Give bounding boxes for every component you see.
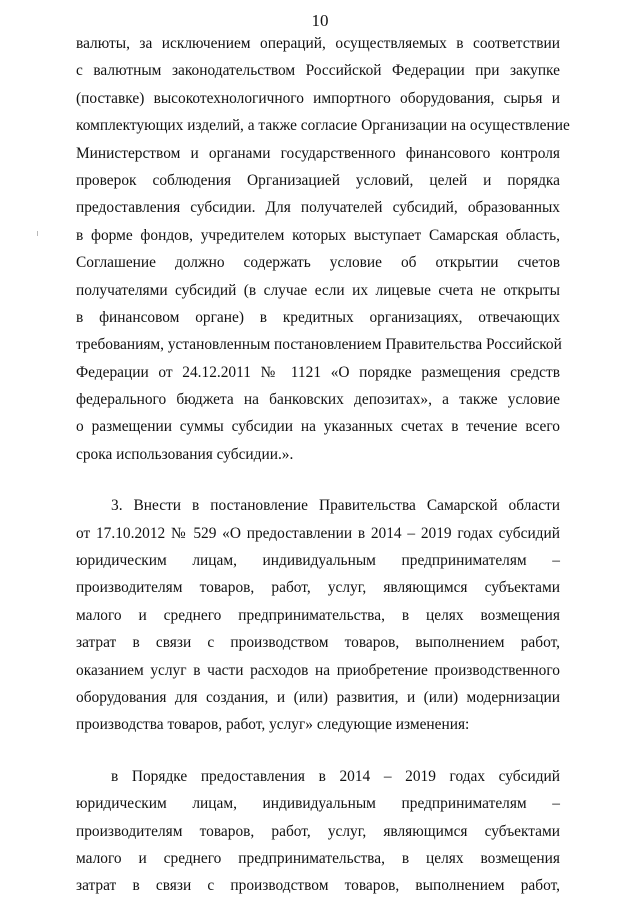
- paragraph-1-line: Министерством и органами государственного финансового контроля: [76, 144, 560, 162]
- paragraph-spacing: [76, 468, 560, 492]
- paragraph-3-line: затрат в связи с производством товаров, выполнением работ,: [76, 877, 560, 895]
- paragraph-2-line: производства товаров, работ, услуг» следующие изменения:: [76, 716, 470, 734]
- paragraph-1-line: проверок соблюдения Организацией условий, целей и порядка: [76, 171, 560, 189]
- paragraph-2-line: малого и среднего предпринимательства, в целях возмещения: [76, 606, 560, 624]
- paragraph-1-line: федерального бюджета на банковских депозитах», а также условие: [76, 391, 560, 409]
- paragraph-1-line: Соглашение должно содержать условие об открытии счетов: [76, 254, 560, 272]
- paragraph-3-line: производителям товаров, работ, услуг, являющимся субъектами: [76, 822, 560, 840]
- paragraph-2-line: от 17.10.2012 № 529 «О предоставлении в 2014 – 2019 годах субсидий: [76, 524, 560, 542]
- paragraph-3-line: в Порядке предоставления в 2014 – 2019 годах субсидий: [111, 767, 560, 785]
- paragraph-2-line: затрат в связи с производством товаров, выполнением работ,: [76, 634, 560, 652]
- paragraph-1-line: в форме фондов, учредителем которых выступает Самарская область,: [76, 226, 560, 244]
- paragraph-1-line: получателями субсидий (в случае если их лицевые счета не открыты: [76, 281, 560, 299]
- paragraph-1: [76, 30, 570, 468]
- document-body: [76, 30, 570, 900]
- paragraph-3: [76, 763, 560, 900]
- margin-mark: [37, 231, 38, 236]
- paragraph-1-line: о размещении суммы субсидии на указанных счетах в течение всего: [76, 418, 560, 436]
- paragraph-1-line: с валютным законодательством Российской Федерации при закупке: [76, 62, 560, 80]
- page-number: 10: [311, 11, 329, 30]
- paragraph-1-line: срока использования субсидии.».: [76, 445, 294, 463]
- paragraph-spacing: [76, 739, 560, 763]
- paragraph-2-line: оборудования для создания, и (или) развития, и (или) модернизации: [76, 688, 560, 706]
- paragraph-2-line: 3. Внести в постановление Правительства Самарской области: [111, 497, 560, 515]
- paragraph-2-line: оказанием услуг в части расходов на приобретение производственного: [76, 661, 560, 679]
- paragraph-2-line: юридическим лицам, индивидуальным предпринимателям –: [76, 552, 560, 570]
- paragraph-1-line: в финансовом органе) в кредитных организациях, отвечающих: [76, 308, 560, 326]
- paragraph-1-line: Федерации от 24.12.2011 № 1121 «О порядке размещения средств: [76, 363, 560, 381]
- paragraph-2-line: производителям товаров, работ, услуг, являющимся субъектами: [76, 579, 560, 597]
- paragraph-1-line: валюты, за исключением операций, осуществляемых в соответствии: [76, 35, 560, 52]
- paragraph-1-line: предоставления субсидии. Для получателей субсидий, образованных: [76, 199, 560, 217]
- paragraph-1-line: требованиям, установленным постановлением Правительства Российской: [76, 336, 562, 354]
- paragraph-3-line: юридическим лицам, индивидуальным предпринимателям –: [76, 795, 560, 813]
- paragraph-1-line: комплектующих изделий, а также согласие Организации на осуществление: [76, 117, 570, 135]
- paragraph-3-line: малого и среднего предпринимательства, в целях возмещения: [76, 849, 560, 867]
- paragraph-2: [76, 492, 560, 739]
- paragraph-1-line: (поставке) высокотехнологичного импортного оборудования, сырья и: [76, 89, 560, 107]
